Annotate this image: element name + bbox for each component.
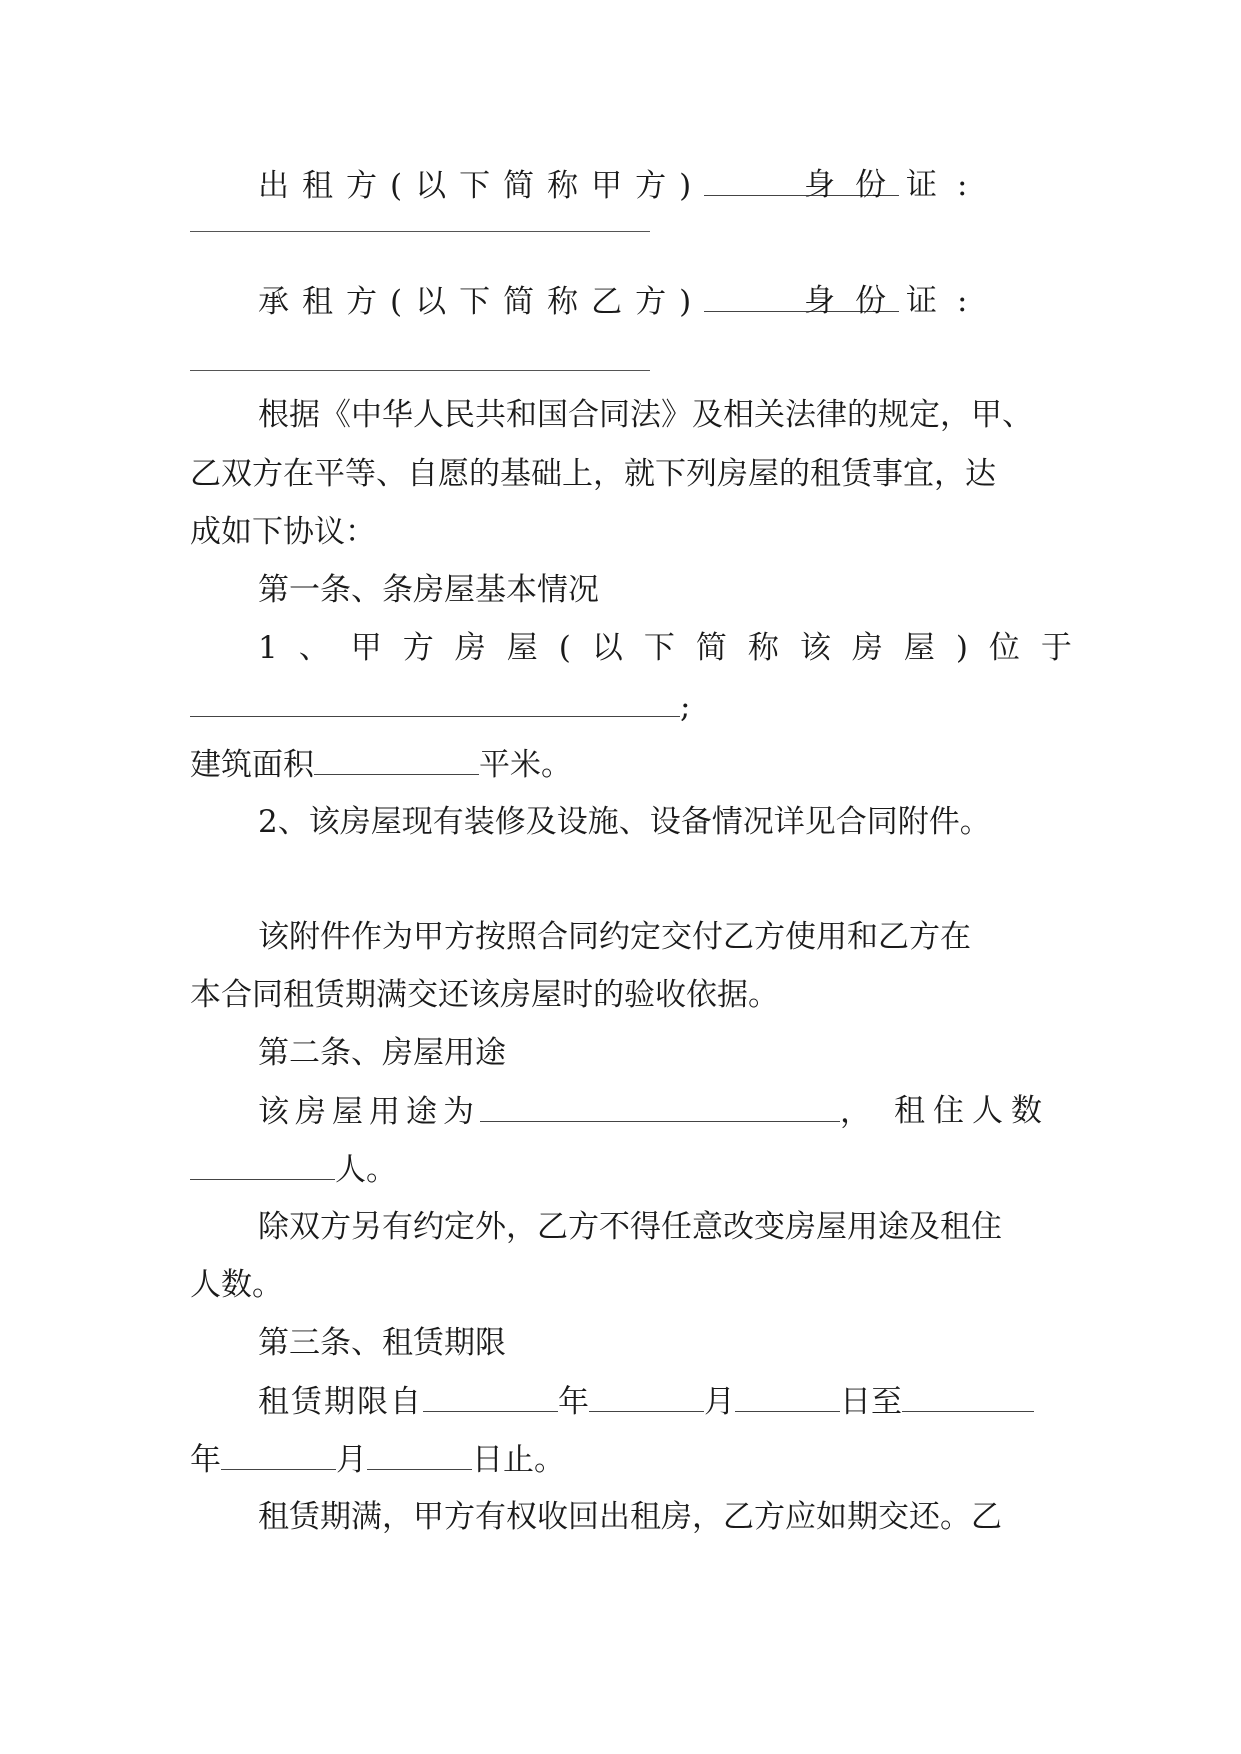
annex-line-2: 本合同租赁期满交还该房屋时的验收依据。 bbox=[190, 977, 779, 1013]
address-blank[interactable] bbox=[190, 686, 680, 717]
term-end-line bbox=[190, 1439, 1050, 1480]
occupants-label: 租住人数 bbox=[894, 1093, 1050, 1129]
lessee-id-blank[interactable] bbox=[190, 370, 650, 371]
end-day-label: 日止。 bbox=[472, 1442, 565, 1478]
start-month-blank[interactable] bbox=[589, 1381, 704, 1412]
lessor-line bbox=[258, 165, 1050, 206]
article2-title: 第二条、房屋用途 bbox=[258, 1035, 506, 1071]
occupants-line bbox=[190, 1149, 1050, 1190]
lessee-label: 承租方(以下简称乙方) bbox=[258, 284, 705, 320]
area-unit: 平米。 bbox=[479, 747, 572, 783]
preamble-line-1: 根据《中华人民共和国合同法》及相关法律的规定，甲、 bbox=[258, 397, 1033, 433]
lessor-label: 出租方(以下简称甲方) bbox=[258, 168, 705, 204]
lessee-line bbox=[258, 281, 1050, 322]
lessor-id-blank[interactable] bbox=[190, 231, 650, 232]
end-year-label: 年 bbox=[190, 1442, 221, 1478]
expiry-line: 租赁期满，甲方有权收回出租房，乙方应如期交还。乙 bbox=[258, 1499, 1002, 1535]
article3-title: 第三条、租赁期限 bbox=[258, 1325, 506, 1361]
address-line bbox=[190, 686, 1050, 727]
term-prefix: 租赁期限自 bbox=[258, 1384, 423, 1420]
start-year-blank[interactable] bbox=[423, 1381, 558, 1412]
start-day-blank[interactable] bbox=[735, 1381, 840, 1412]
preamble-line-2: 乙双方在平等、自愿的基础上，就下列房屋的租赁事宜，达 bbox=[190, 456, 996, 492]
occupants-blank[interactable] bbox=[190, 1149, 335, 1180]
restriction-line-1: 除双方另有约定外，乙方不得任意改变房屋用途及租住 bbox=[258, 1209, 1002, 1245]
use-line bbox=[258, 1091, 1050, 1132]
end-day-blank[interactable] bbox=[367, 1439, 472, 1470]
start-year-label: 年 bbox=[558, 1384, 589, 1420]
area-blank[interactable] bbox=[314, 744, 479, 775]
area-label: 建筑面积 bbox=[190, 747, 314, 783]
end-month-label: 月 bbox=[336, 1442, 367, 1478]
preamble-line-3: 成如下协议： bbox=[190, 514, 376, 550]
article1-title: 第一条、条房屋基本情况 bbox=[258, 572, 599, 608]
area-line bbox=[190, 744, 1050, 785]
use-comma: ， bbox=[840, 1094, 871, 1130]
article1-item2: 2、该房屋现有装修及设施、设备情况详见合同附件。 bbox=[258, 804, 991, 840]
end-month-blank[interactable] bbox=[221, 1439, 336, 1470]
use-blank[interactable] bbox=[480, 1091, 840, 1122]
address-semicolon: ; bbox=[680, 689, 691, 725]
start-day-to-label: 日至 bbox=[840, 1384, 902, 1420]
lessee-id-label: 身份证: bbox=[804, 283, 988, 319]
start-month-label: 月 bbox=[704, 1384, 735, 1420]
end-year-blank[interactable] bbox=[902, 1381, 1034, 1412]
lessor-id-label: 身份证: bbox=[804, 167, 988, 203]
restriction-line-2: 人数。 bbox=[190, 1267, 283, 1303]
occupants-unit: 人。 bbox=[335, 1152, 397, 1188]
article1-item1: 1、甲方房屋(以下简称该房屋)位于 bbox=[258, 630, 1093, 666]
annex-line-1: 该附件作为甲方按照合同约定交付乙方使用和乙方在 bbox=[258, 919, 971, 955]
use-label: 该房屋用途为 bbox=[258, 1094, 480, 1130]
term-start-line bbox=[258, 1381, 1050, 1422]
